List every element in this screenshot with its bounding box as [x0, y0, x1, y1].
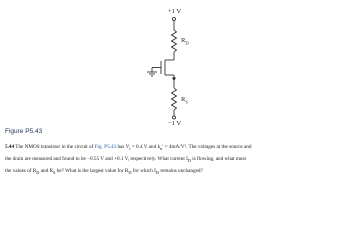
rd-subscript: D [36, 170, 40, 176]
problem-line-2: the drain are measured and found to be −0.55 V and +0.1 V, respectively. What current I [5, 156, 188, 163]
rs-label: $R_S$ [181, 96, 188, 105]
rs-resistor [172, 88, 177, 110]
source-arrow [172, 78, 176, 82]
rd-resistor [172, 30, 177, 52]
rs-subscript: S [52, 170, 56, 176]
supply-top-label: +1 V [168, 8, 182, 15]
problem-line-2b: is flowing, and what must [190, 156, 246, 163]
problem-text-4: ′ = 4mA/V². The voltages at the source and [162, 144, 252, 150]
problem-text-2: has V [116, 144, 130, 150]
figure-label: Figure P5.43 [5, 128, 43, 135]
vt-subscript: t [129, 146, 131, 152]
bottom-terminal [173, 116, 176, 119]
id-subscript: D [187, 158, 191, 164]
rd-subscript-2: D [128, 170, 132, 176]
problem-text [5, 142, 345, 178]
problem-text-1: The NMOS transistor in the circuit of [15, 144, 95, 150]
problem-line-3e: remains unchanged? [159, 168, 203, 175]
kn-subscript: n [160, 146, 163, 152]
top-terminal [173, 18, 176, 21]
problem-line-3b: and R [39, 168, 53, 175]
id-subscript-2: D [155, 170, 160, 176]
rd-label: $R_D$ [181, 37, 189, 46]
problem-number: 5.44 [5, 144, 15, 150]
problem-line-3d: for which I [131, 168, 156, 175]
problem-line-3c: be? What is the largest value for R [55, 168, 129, 175]
problem-text-3: = 0.4 V and k [130, 144, 161, 150]
problem-line-3a: the values of R [5, 168, 37, 175]
supply-bottom-label: −1 V [168, 120, 182, 127]
figure-link[interactable]: Fig. P5.43 [94, 144, 117, 150]
